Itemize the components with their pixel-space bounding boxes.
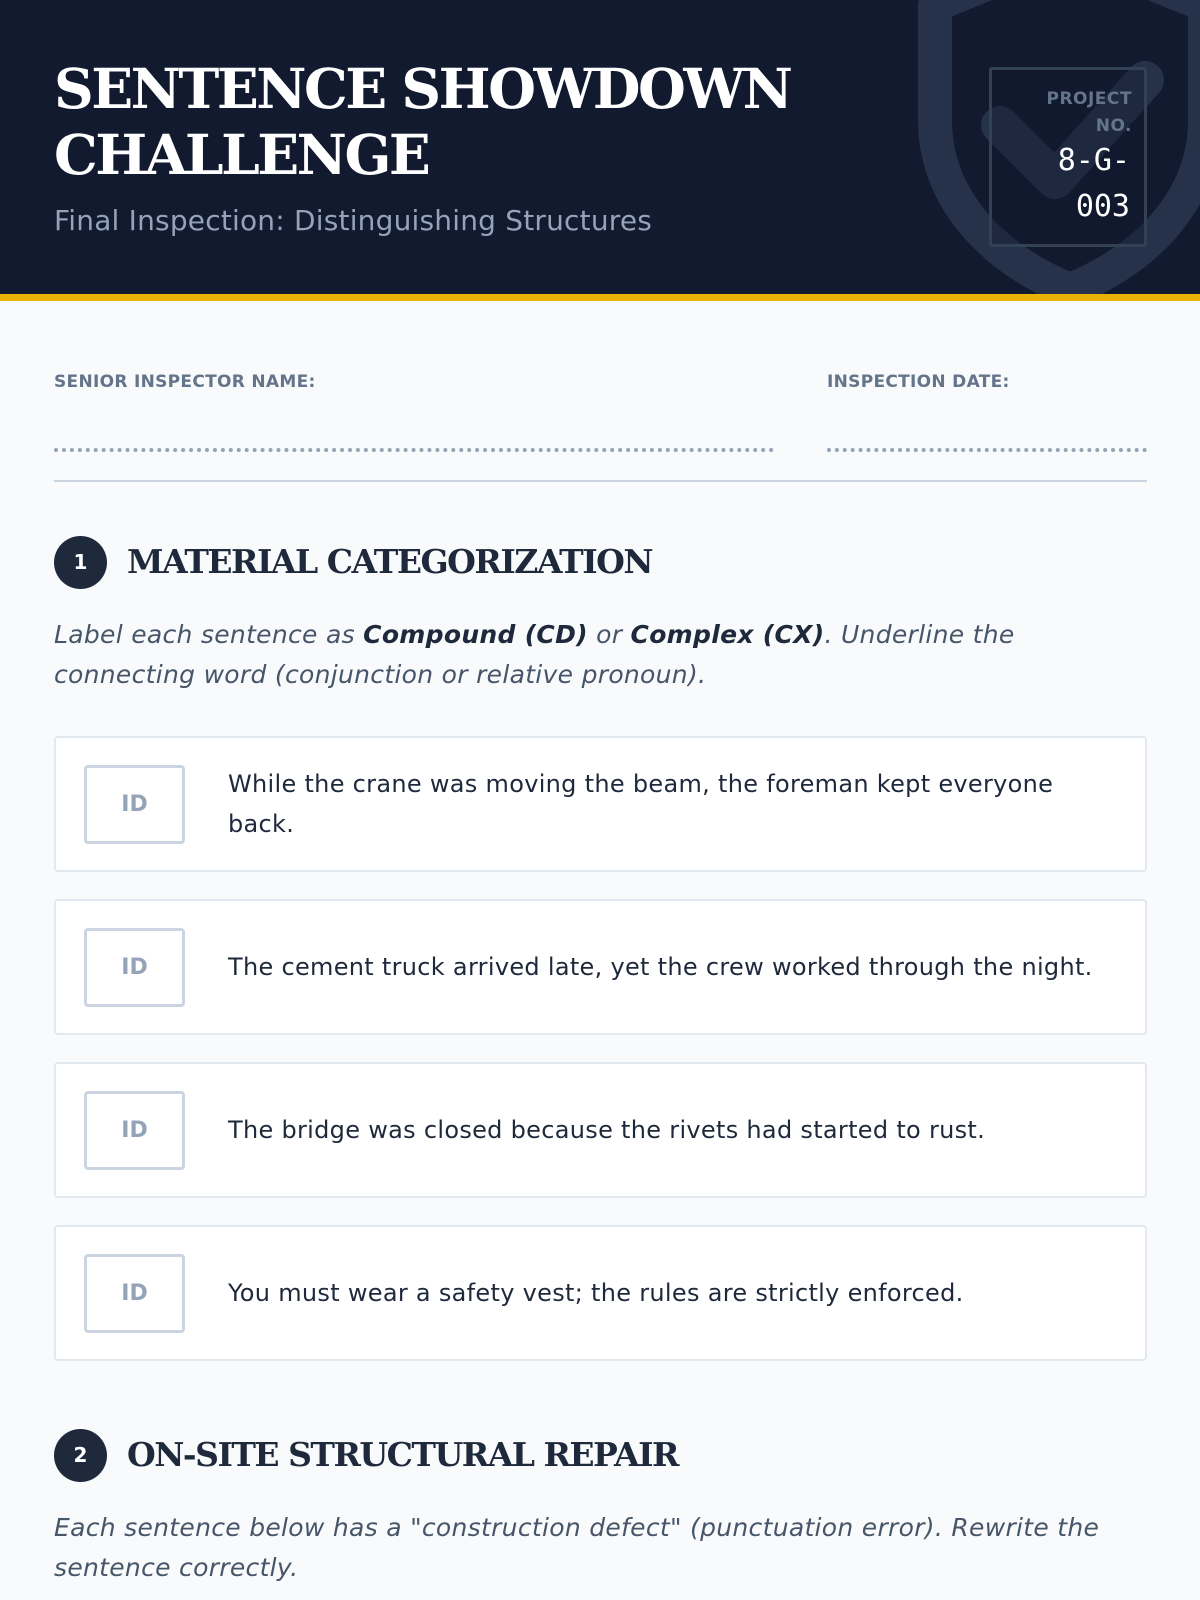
sentence-card — [54, 1225, 1147, 1361]
id-answer-box[interactable]: ID — [84, 1091, 185, 1170]
sentence-text: The bridge was closed because the rivets had started to rust. — [228, 1116, 986, 1144]
page-title: SENTENCE SHOWDOWN CHALLENGE — [54, 56, 791, 187]
id-answer-box[interactable]: ID — [84, 1254, 185, 1333]
section-title: MATERIAL CATEGORIZATION — [127, 542, 653, 581]
inspection-date-field[interactable] — [827, 448, 1147, 452]
sentence-card — [54, 1062, 1147, 1198]
project-label: PROJECT NO. — [1046, 89, 1132, 136]
page-subtitle: Final Inspection: Distinguishing Structures — [54, 204, 653, 237]
inspection-date-label: INSPECTION DATE: — [827, 372, 1010, 392]
section-title: ON-SITE STRUCTURAL REPAIR — [127, 1435, 678, 1474]
section-instructions: Each sentence below has a "construction defect" (punctuation error). Rewrite the sentence correctly. — [54, 1513, 1100, 1582]
id-answer-box[interactable]: ID — [84, 765, 185, 844]
sentence-text: You must wear a safety vest; the rules are strictly enforced. — [228, 1279, 964, 1307]
sentence-card — [54, 736, 1147, 872]
header-banner — [0, 0, 1200, 301]
sentence-text: The cement truck arrived late, yet the crew worked through the night. — [228, 953, 1093, 981]
section-instructions: Label each sentence as Compound (CD) or Complex (CX). Underline the connecting word (conjunction or relative pronoun). — [54, 620, 1015, 689]
inspector-name-label: SENIOR INSPECTOR NAME: — [54, 372, 316, 392]
section-number-badge: 1 — [54, 536, 107, 589]
sentence-text: While the crane was moving the beam, the foreman kept everyone back. — [228, 770, 1054, 838]
project-number: 8-G- 003 — [1057, 143, 1130, 224]
project-number-box — [989, 67, 1147, 247]
id-answer-box[interactable]: ID — [84, 928, 185, 1007]
sentence-card — [54, 899, 1147, 1035]
divider — [54, 480, 1147, 482]
inspector-name-field[interactable] — [54, 448, 774, 452]
section-number-badge: 2 — [54, 1429, 107, 1482]
